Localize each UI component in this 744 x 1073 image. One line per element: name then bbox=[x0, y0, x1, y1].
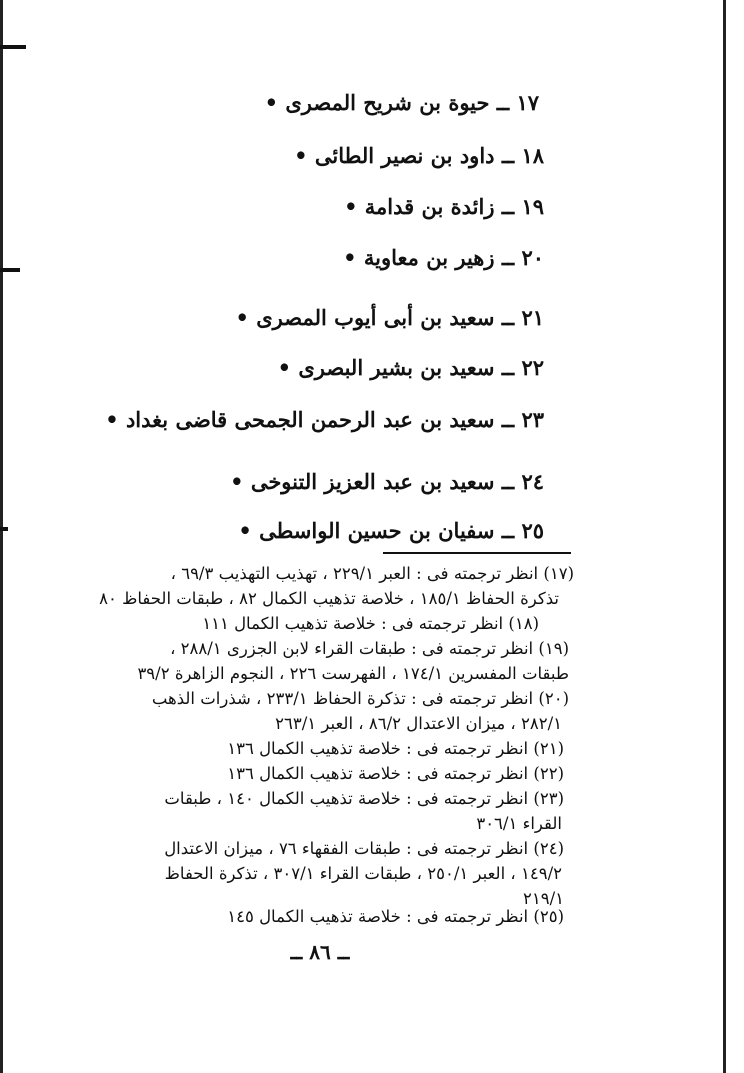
footnote-line: تذكرة الحفاظ ١٨٥/١ ، خلاصة تذهيب الكمال ٨٢ ، طبقات الحفاظ ٨٠ bbox=[99, 589, 559, 608]
footnote-line: (١٨) انظر ترجمته فى : خلاصة تذهيب الكمال ١١١ bbox=[202, 614, 539, 633]
footnote-line: ١٤٩/٢ ، العبر ٢٥٠/١ ، طبقات القراء ٣٠٧/١ ، تذكرة الحفاظ bbox=[164, 864, 562, 883]
entry-item: ١٨ ــ داود بن نصير الطائى • bbox=[294, 143, 544, 168]
page-number: ــ ٨٦ ــ bbox=[290, 940, 350, 964]
footnote-line: (١٧) انظر ترجمته فى : العبر ٢٢٩/١ ، تهذيب التهذيب ٦٩/٣ ، bbox=[170, 564, 574, 583]
entry-item: ٢١ ــ سعيد بن أبى أيوب المصرى • bbox=[235, 305, 544, 330]
footnote-line: القراء ٣٠٦/١ bbox=[476, 814, 562, 833]
footnote-separator bbox=[383, 552, 571, 554]
entry-item: ١٧ ــ حيوة بن شريح المصرى • bbox=[264, 90, 539, 115]
entry-item: ٢٣ ــ سعيد بن عبد الرحمن الجمحى قاضى بغداد • bbox=[105, 407, 544, 432]
footnote-line: ٢٨٢/١ ، ميزان الاعتدال ٨٦/٢ ، العبر ٢٦٣/١ bbox=[275, 714, 562, 733]
footnote-line: ٢١٩/١ bbox=[522, 889, 564, 908]
footnote-line: طبقات المفسرين ١٧٤/١ ، الفهرست ٢٢٦ ، النجوم الزاهرة ٣٩/٢ bbox=[137, 664, 569, 683]
entry-item: ٢٠ ــ زهير بن معاوية • bbox=[343, 245, 544, 270]
footnote-line: (٢٠) انظر ترجمته فى : تذكرة الحفاظ ٢٣٣/١ ، شذرات الذهب bbox=[151, 689, 569, 708]
entry-item: ٢٤ ــ سعيد بن عبد العزيز التنوخى • bbox=[230, 469, 544, 494]
entry-item: ٢٢ ــ سعيد بن بشير البصرى • bbox=[277, 355, 544, 380]
footnote-line: (٢٤) انظر ترجمته فى : طبقات الفقهاء ٧٦ ، ميزان الاعتدال bbox=[164, 839, 564, 858]
footnote-line: (١٩) انظر ترجمته فى : طبقات القراء لابن الجزرى ٢٨٨/١ ، bbox=[170, 639, 569, 658]
footnote-line: (٢١) انظر ترجمته فى : خلاصة تذهيب الكمال ١٣٦ bbox=[227, 739, 564, 758]
footnote-line: (٢٥) انظر ترجمته فى : خلاصة تذهيب الكمال ١٤٥ bbox=[227, 907, 564, 926]
entry-item: ١٩ ــ زائدة بن قدامة • bbox=[344, 194, 544, 219]
footnote-line: (٢٣) انظر ترجمته فى : خلاصة تذهيب الكمال ١٤٠ ، طبقات bbox=[164, 789, 564, 808]
entry-item: ٢٥ ــ سفيان بن حسين الواسطى • bbox=[238, 518, 544, 543]
footnote-line: (٢٢) انظر ترجمته فى : خلاصة تذهيب الكمال ١٣٦ bbox=[227, 764, 564, 783]
